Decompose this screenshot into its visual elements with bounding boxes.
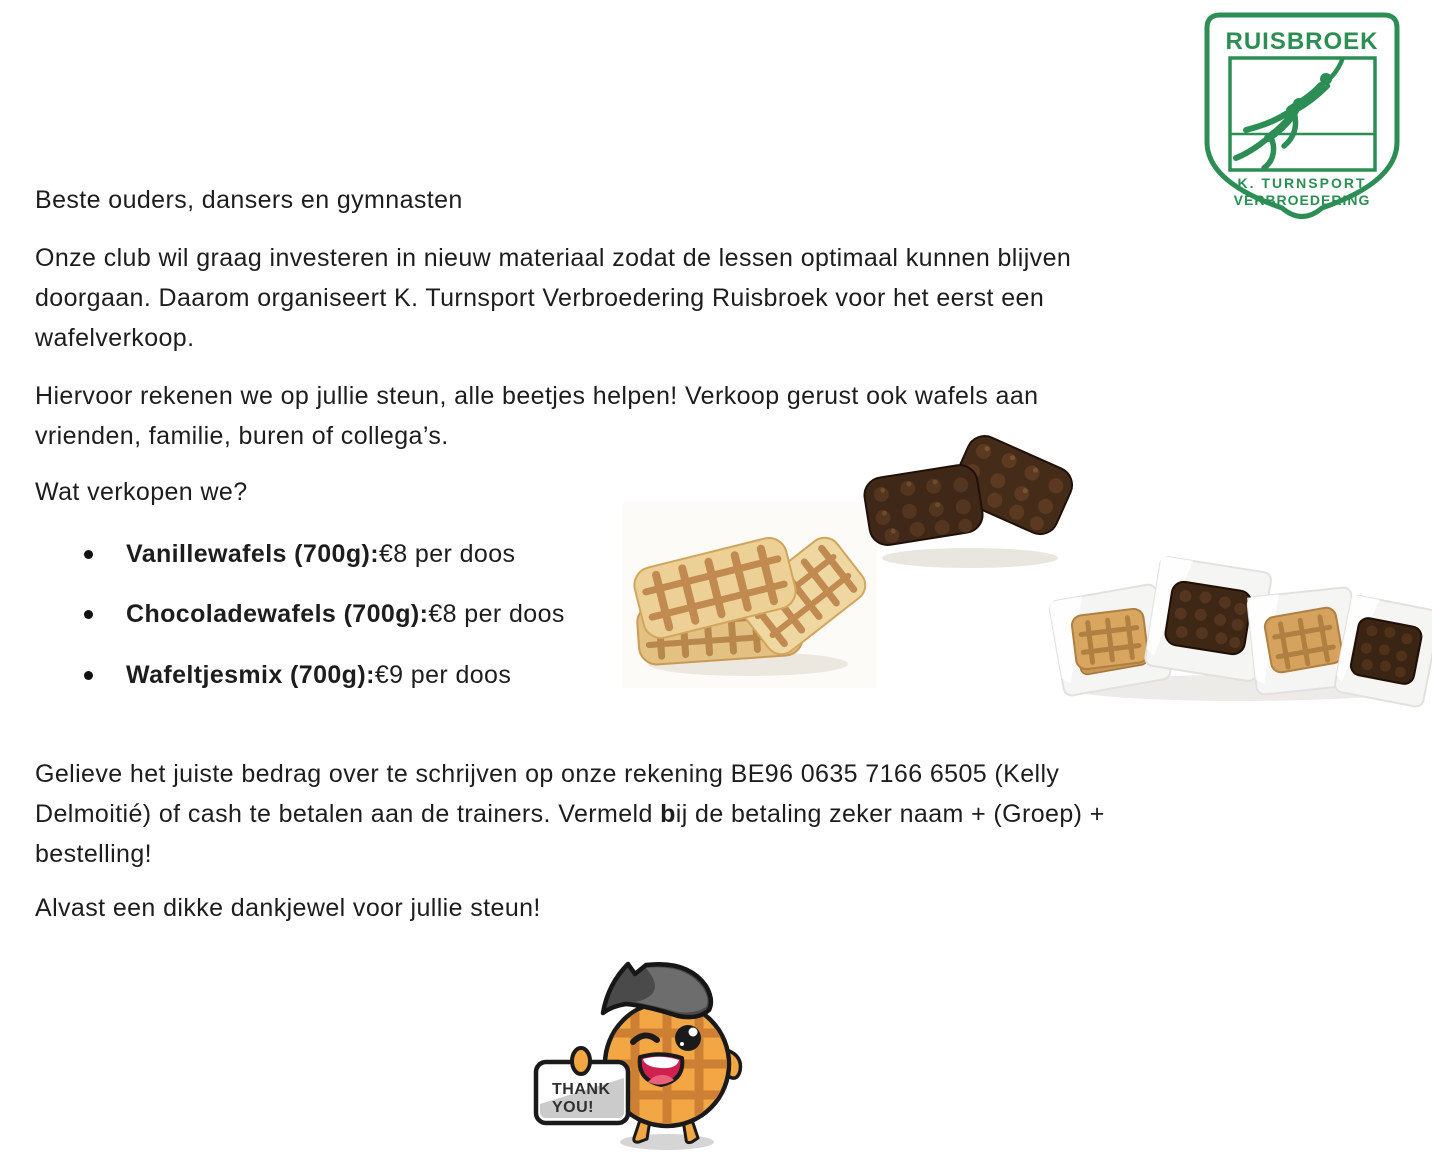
product-item-wafeltjesmix — [84, 655, 565, 695]
waffle-mascot-image — [528, 954, 768, 1160]
intro-line: Onze club wil graag investeren in nieuw materiaal zodat de lessen optimaal kunnen blijven — [35, 244, 1072, 272]
logo-org-line1: K. TURNSPORT — [1237, 175, 1367, 191]
payment-line: bestelling! — [35, 840, 152, 868]
open-eye — [675, 1025, 701, 1051]
intro-paragraph — [35, 238, 1071, 358]
bullet-icon — [84, 550, 93, 559]
product-item-vanillewafels — [84, 534, 565, 574]
product-item-chocoladewafels — [84, 595, 565, 635]
product-price: €9 per doos — [374, 660, 512, 689]
club-logo — [1204, 12, 1400, 228]
logo-title: RUISBROEK — [1225, 28, 1379, 55]
vanilla-waffles-image — [623, 502, 877, 688]
intro-line: doorgaan. Daarom organiseert K. Turnsport Verbroedering Ruisbroek voor het eerst een — [35, 284, 1045, 312]
product-list — [84, 534, 565, 716]
product-name: Vanillewafels (700g): — [126, 539, 379, 568]
appeal-line: vrienden, familie, buren of collega’s. — [35, 422, 449, 450]
product-name: Wafeltjesmix (700g): — [126, 660, 375, 689]
intro-line: wafelverkoop. — [35, 324, 195, 352]
greeting-text: Beste ouders, dansers en gymnasten — [35, 186, 463, 214]
sign-text-line2: YOU! — [552, 1099, 594, 1116]
waffle-mix-packs-image — [1046, 540, 1432, 712]
bullet-icon — [84, 610, 93, 619]
payment-paragraph — [35, 754, 1105, 874]
mascot-hand — [572, 1048, 590, 1074]
payment-line: Gelieve het juiste bedrag over te schrijven op onze rekening BE96 0635 7166 6505 (Kelly — [35, 760, 1060, 788]
product-name: Chocoladewafels (700g): — [126, 600, 429, 628]
appeal-line: Hiervoor rekenen we op jullie steun, alle beetjes helpen! Verkoop gerust ook wafels aan — [35, 382, 1039, 410]
mascot-mouth — [640, 1054, 683, 1085]
logo-org-line2: VERBROEDERING — [1233, 192, 1371, 208]
sign-text-line1: THANK — [552, 1081, 611, 1098]
bullet-icon — [84, 671, 93, 680]
closing-text: Alvast een dikke dankjewel voor jullie steun! — [35, 894, 541, 922]
payment-line: Delmoitié) of cash te betalen aan de trainers. Vermeld bij de betaling zeker naam + (Groep) + — [35, 800, 1105, 828]
product-price: €8 per doos — [428, 600, 565, 628]
product-price: €8 per doos — [378, 539, 516, 568]
products-heading: Wat verkopen we? — [35, 478, 248, 506]
